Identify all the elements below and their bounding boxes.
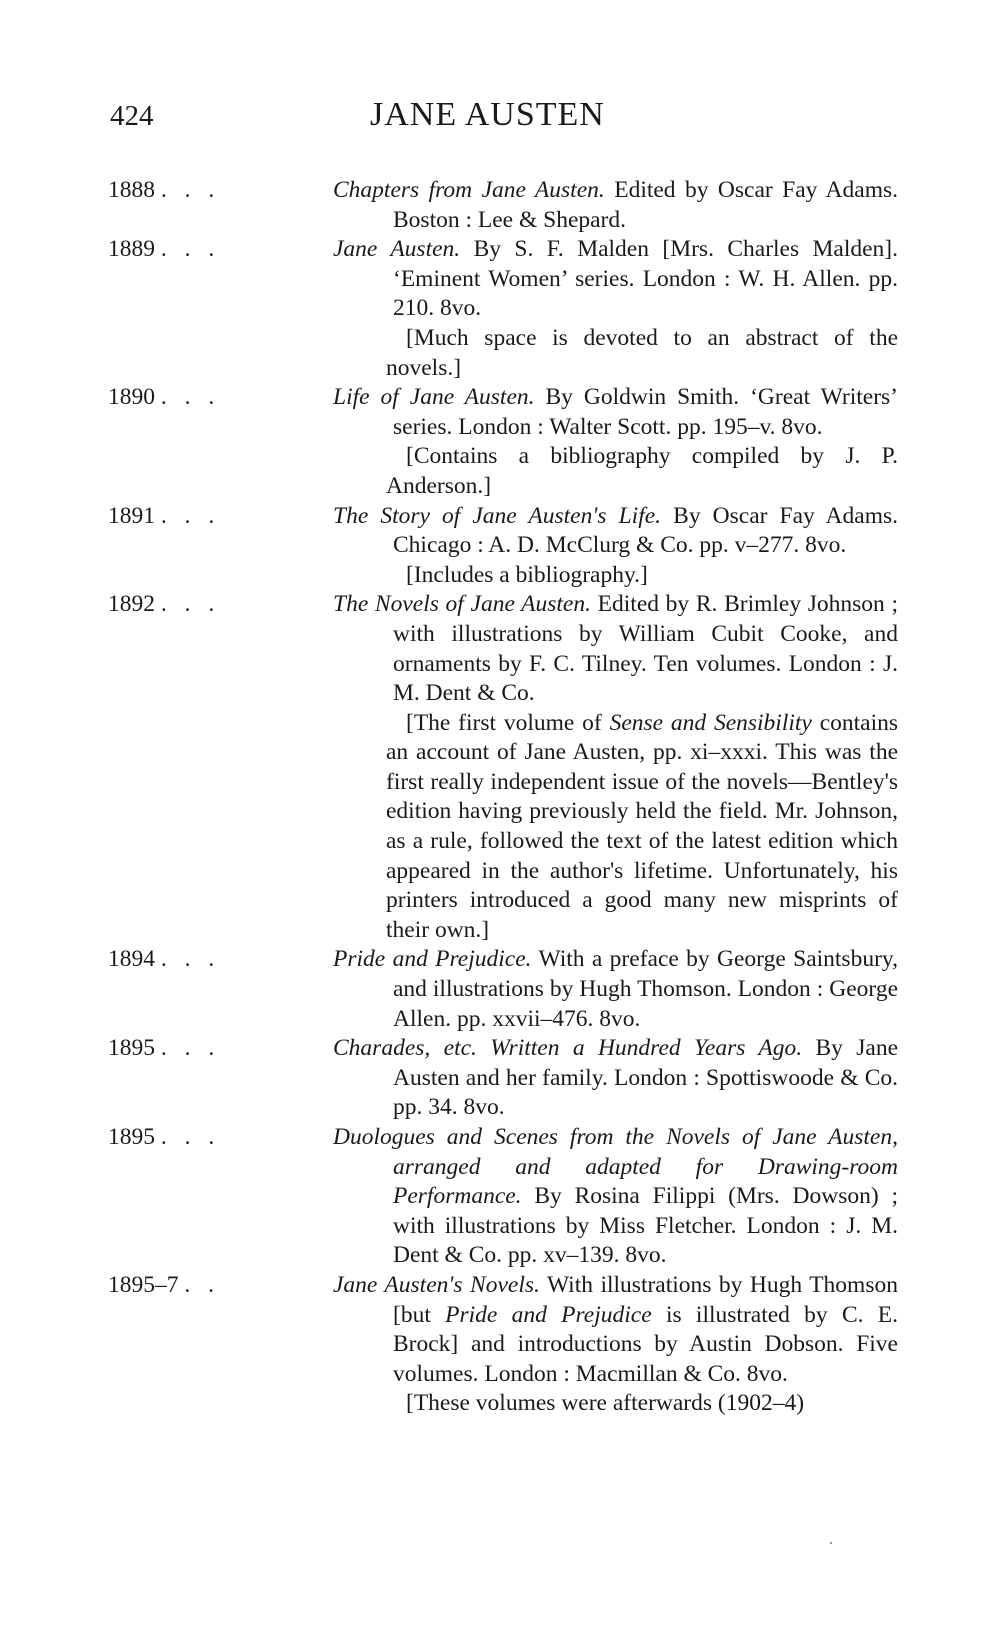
year-label: 1888 xyxy=(108,177,155,203)
entry-title: Jane Austen's Novels. xyxy=(333,1271,540,1298)
leader-dots: . . . xyxy=(160,236,221,263)
bibliography-list xyxy=(108,176,898,1419)
bibliography-entry xyxy=(108,945,898,1034)
entry-text: With a preface by George Saintsbury, and illustrations by Hugh Thomson. London : George Allen. pp. xxvii–476. 8vo. xyxy=(393,946,899,1032)
note-italic-title: Sense and Sensibility xyxy=(609,709,812,736)
entry-body xyxy=(333,590,898,708)
entry-text: By Rosina Filippi (Mrs. Dowson) ; with illustrations by Miss Fletcher. London : J. M. Dent & Co. pp. xv–139. 8vo. xyxy=(393,1183,898,1269)
leader-dots: . . . xyxy=(160,946,221,973)
entry-body xyxy=(333,502,898,561)
year-label: 1889 xyxy=(108,236,155,263)
entry-title: The Story of Jane Austen's Life. xyxy=(333,502,662,529)
entry-body xyxy=(333,383,898,442)
entry-year xyxy=(108,1034,273,1064)
entry-text: By Oscar Fay Adams. Chicago : A. D. McClurg & Co. pp. v–277. 8vo. xyxy=(393,502,899,559)
bibliography-entry xyxy=(108,176,898,235)
year-label: 1895–7 xyxy=(108,1271,179,1298)
entry-year xyxy=(108,590,273,620)
note-text: contains an account of Jane Austen, pp. xi–xxxi. This was the first really independent issue of the novels—Bentley's edition having previously held the field. Mr. Johnson, as a rule, followed the text of the latest edition which appeared in the author's lifetime. Unfortunately, his printers introduced a good many new misprints of their own.] xyxy=(386,709,899,943)
entry-text: By Goldwin Smith. ‘Great Writers’ series. London : Walter Scott. pp. 195–v. 8vo. xyxy=(393,384,898,440)
entry-italic-title: Pride and Prejudice xyxy=(445,1301,652,1328)
page-number: 424 xyxy=(110,100,154,132)
entry-body xyxy=(333,945,898,1034)
leader-dots: . . xyxy=(184,1271,220,1298)
note-text: [The first volume of xyxy=(406,709,602,736)
entry-text: is illustrated by C. E. Brock] and introductions by Austin Dobson. Five volumes. London : Macmillan & Co. 8vo. xyxy=(393,1301,899,1387)
bibliography-entry xyxy=(108,590,898,945)
entry-note xyxy=(340,709,898,946)
entry-year xyxy=(108,502,273,532)
year-label: 1892 xyxy=(108,591,155,618)
entry-body xyxy=(333,1034,898,1123)
leader-dots: . . . xyxy=(160,591,221,618)
entry-note: [These volumes were afterwards (1902–4) xyxy=(406,1390,805,1417)
entry-year xyxy=(108,383,273,413)
entry-text: By Jane Austen and her family. London : Spottiswoode & Co. pp. 34. 8vo. xyxy=(393,1035,899,1121)
entry-body xyxy=(333,1123,898,1271)
bibliography-entry xyxy=(108,502,898,591)
bibliography-entry xyxy=(108,383,898,501)
entry-year xyxy=(108,945,273,975)
year-label: 1894 xyxy=(108,946,155,973)
entry-text: Edited by R. Brimley Johnson ; with illustrations by William Cubit Cooke, and ornaments by F. C. Tilney. Ten volumes. London : J. M. Dent & Co. xyxy=(393,591,899,707)
entry-year xyxy=(108,235,273,265)
entry-year xyxy=(108,1271,273,1301)
entry-title: Pride and Prejudice. xyxy=(333,946,532,973)
entry-title: Jane Austen. xyxy=(333,236,461,263)
leader-dots: . . . xyxy=(160,384,221,411)
entry-text: By S. F. Malden [Mrs. Charles Malden]. ‘Eminent Women’ series. London : W. H. Allen. pp. 210. 8vo. xyxy=(393,236,898,322)
entry-title: Duologues and Scenes from the Novels of Jane Austen, arranged and adapted for Drawing-room Performance. xyxy=(333,1124,898,1210)
entry-year xyxy=(108,176,273,206)
leader-dots: . . . xyxy=(160,177,221,203)
print-speck xyxy=(830,1542,832,1544)
year-label: 1895 xyxy=(108,1035,155,1062)
leader-dots: . . . xyxy=(160,1124,221,1150)
bibliography-entry xyxy=(108,1123,898,1271)
entry-title: Charades, etc. Written a Hundred Years Ago. xyxy=(333,1035,803,1062)
entry-title: Life of Jane Austen. xyxy=(333,384,535,411)
entry-body xyxy=(333,1271,898,1389)
leader-dots: . . . xyxy=(160,502,221,529)
leader-dots: . . . xyxy=(160,1035,221,1062)
entry-body xyxy=(333,235,898,324)
entry-note: [Includes a bibliography.] xyxy=(406,561,648,588)
entry-note: [Contains a bibliography compiled by J. P. Anderson.] xyxy=(386,443,898,499)
year-label: 1895 xyxy=(108,1124,155,1150)
bibliography-entry xyxy=(108,235,898,383)
running-head: JANE AUSTEN xyxy=(370,96,605,133)
entry-title: The Novels of Jane Austen. xyxy=(333,591,591,618)
bibliography-entry xyxy=(108,1271,898,1419)
entry-text: With illustrations by Hugh Thomson [but xyxy=(393,1271,898,1328)
entry-year xyxy=(108,1123,273,1153)
entry-body xyxy=(333,176,898,235)
year-label: 1891 xyxy=(108,502,155,529)
year-label: 1890 xyxy=(108,384,155,411)
entry-title: Chapters from Jane Austen. xyxy=(333,177,605,203)
bibliography-entry xyxy=(108,1034,898,1123)
entry-text: Edited by Oscar Fay Adams. Boston : Lee & Shepard. xyxy=(393,177,899,233)
entry-note: [Much space is devoted to an abstract of the novels.] xyxy=(386,324,898,381)
